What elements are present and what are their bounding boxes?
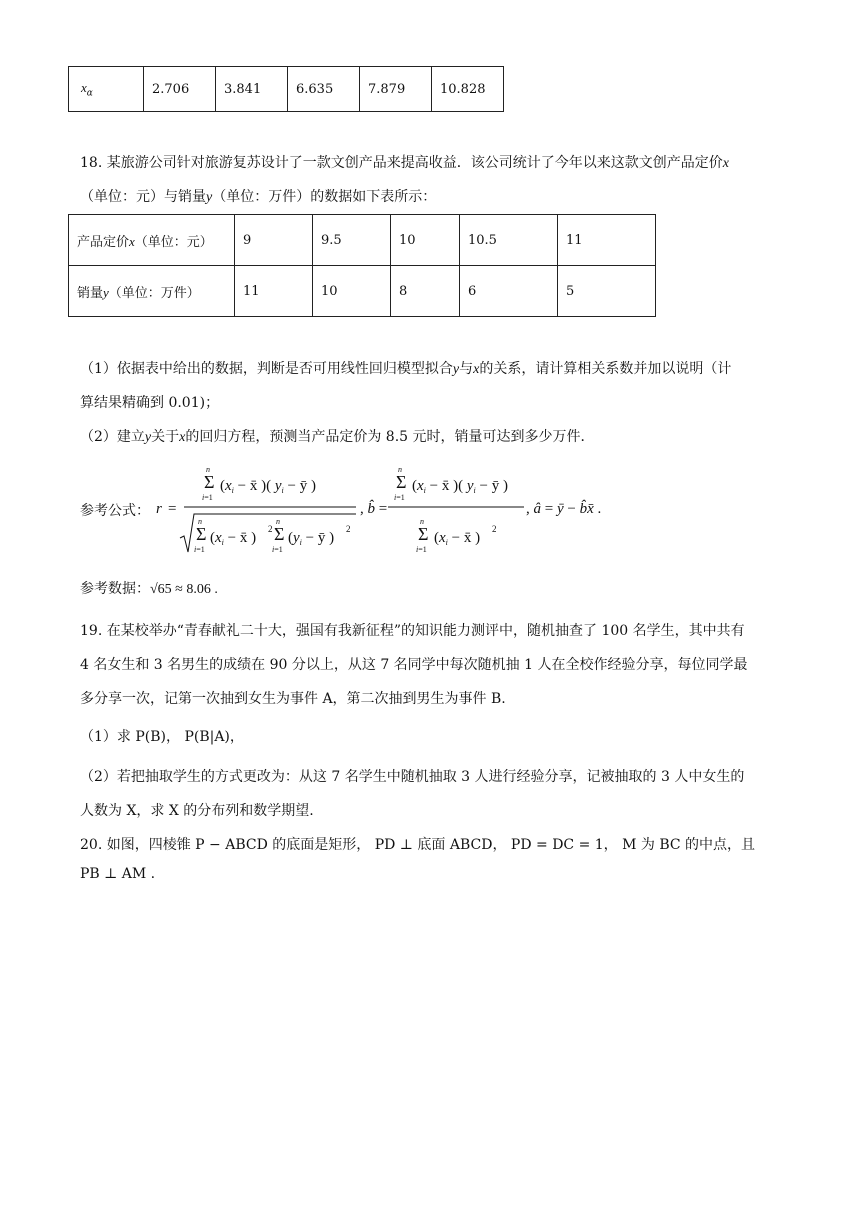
svg-text:n: n [206,465,210,474]
critical-value-table [68,66,504,112]
table-cell: 6.635 [288,67,360,112]
q18-part2: （2）建立y关于x的回归方程，预测当产品定价为 8.5 元时，销量可达到多少万件． [80,429,595,445]
svg-text:n: n [276,517,280,526]
table-cell: 7.879 [360,67,432,112]
svg-text:r: r [156,501,162,517]
svg-text:i=1: i=1 [416,545,427,554]
svg-text:(xi − x̄ )( yi − ȳ ): ($x_i$ − x̄ )( $y_i$ − ȳ ) [220,478,316,495]
svg-text:=: = [168,501,177,517]
svg-text:Σ: Σ [418,524,429,544]
formula-label: 参考公式： [80,503,150,519]
svg-text:, b̂ =: , b̂ = [360,501,388,517]
svg-text:Σ: Σ [204,472,215,492]
table-cell: 11 [235,266,313,317]
svg-text:2: 2 [346,524,351,534]
regression-formulas [150,460,630,560]
row-label-sales: 销量y（单位：万件） [69,266,235,317]
table-cell: 10.5 [460,215,558,266]
q18-intro-line2: （单位：元）与销量y（单位：万件）的数据如下表所示： [80,189,437,205]
table-row [69,215,656,266]
x-alpha-symbol: x [81,79,87,95]
q20-line1: 20. 如图，四棱锥 P − ABCD 的底面是矩形， PD ⊥ 底面 ABCD， PD = DC = 1， M 为 BC 的中点，且 [80,837,756,853]
svg-text:i=1: i=1 [194,545,205,554]
q19-line2: 4 名女生和 3 名男生的成绩在 90 分以上，从这 7 名同学中每次随机抽 1 人在全校作经验分享，每位同学最 [80,657,748,673]
table-row [69,67,504,112]
table-cell: 11 [558,215,656,266]
q19-line1: 19. 在某校举办“青春献礼二十大，强国有我新征程”的知识能力测评中，随机抽查了 100 名学生，其中共有 [80,623,745,639]
svg-text:(xi − x̄ ): ($x_i$ − x̄ ) [210,530,257,547]
svg-text:(yi − ȳ ): ($y_i$ − ȳ ) [288,530,335,547]
svg-text:i=1: i=1 [202,493,213,502]
row-label-price: 产品定价x（单位：元） [69,215,235,266]
svg-text:i=1: i=1 [272,545,283,554]
svg-text:2: 2 [268,524,273,534]
svg-text:Σ: Σ [396,472,407,492]
q19-part2-line1: （2）若把抽取学生的方式更改为：从这 7 名学生中随机抽取 3 人进行经验分享，记被抽取的 3 人中女生的 [80,769,745,785]
svg-text:, â = ȳ − b̂x̄ .: , â = ȳ − b̂x̄ . [526,501,602,517]
svg-text:(xi − x̄ ): ($x_i$ − x̄ ) [434,530,481,547]
table-cell: 5 [558,266,656,317]
reference-data: 参考数据：√65 ≈ 8.06 . [80,581,218,597]
q18-part1-line2: 算结果精确到 0.01)； [80,395,220,411]
svg-text:i=1: i=1 [394,493,405,502]
table-cell: 6 [460,266,558,317]
table-cell: 10 [313,266,391,317]
q19-part1: （1）求 P(B)， P(B|A)， [80,729,244,745]
q20-line2: PB ⊥ AM . [80,866,156,882]
table-row [69,266,656,317]
svg-text:Σ: Σ [196,524,207,544]
table-cell: 3.841 [216,67,288,112]
table-header-cell [69,67,144,112]
q19-line3: 多分享一次，记第一次抽到女生为事件 A，第二次抽到男生为事件 B. [80,691,506,707]
svg-text:n: n [198,517,202,526]
q18-intro-line1: 18. 某旅游公司针对旅游复苏设计了一款文创产品来提高收益．该公司统计了今年以来这款文创产品定价x [80,155,729,171]
table-cell: 8 [391,266,460,317]
table-cell: 9 [235,215,313,266]
svg-text:(xi − x̄ )( yi − ȳ ): ($x_i$ − x̄ )( $y_i$ − ȳ ) [412,478,508,495]
table-cell: 9.5 [313,215,391,266]
q19-part2-line2: 人数为 X，求 X 的分布列和数学期望. [80,803,314,819]
alpha-subscript: α [86,88,93,99]
svg-text:2: 2 [492,524,497,534]
table-cell: 2.706 [144,67,216,112]
svg-text:n: n [398,465,402,474]
svg-text:Σ: Σ [274,524,285,544]
table-cell: 10.828 [432,67,504,112]
svg-text:n: n [420,517,424,526]
price-sales-table [68,214,656,317]
q18-part1-line1: （1）依据表中给出的数据，判断是否可用线性回归模型拟合y与x的关系，请计算相关系数并加以说明（计 [80,361,732,377]
table-cell: 10 [391,215,460,266]
